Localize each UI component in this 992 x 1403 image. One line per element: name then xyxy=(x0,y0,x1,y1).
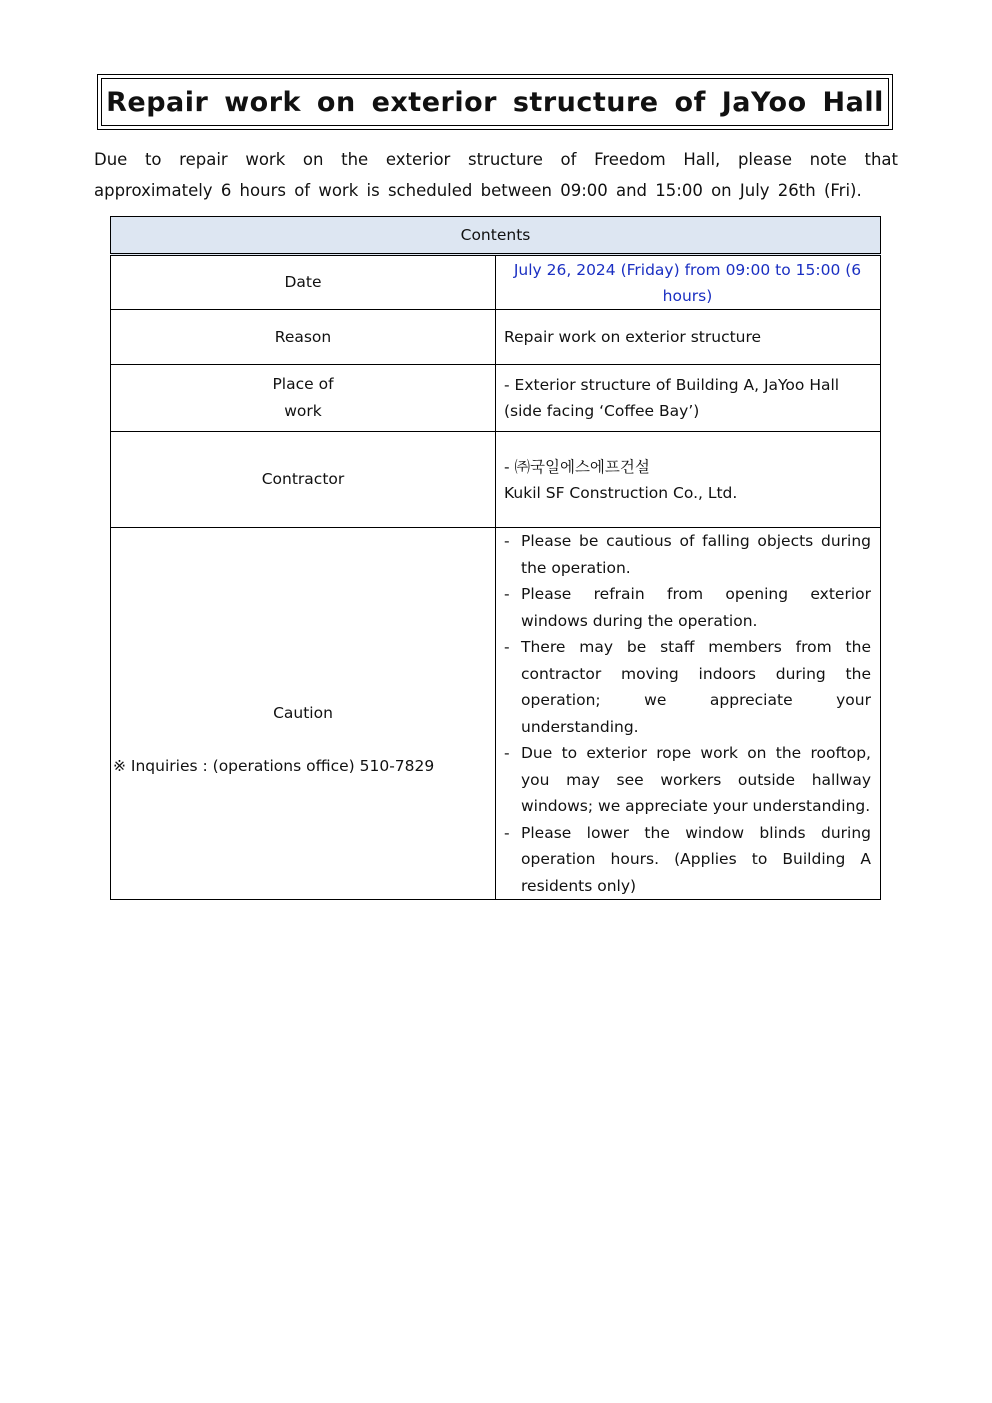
caution-list xyxy=(504,528,871,899)
caution-item xyxy=(504,820,871,900)
contractor-label: Contractor xyxy=(111,432,496,528)
caution-item xyxy=(504,634,871,740)
intro-paragraph: Due to repair work on the exterior structure of Freedom Hall, please note that approximately 6 hours of work is scheduled between 09:00 and 15:00 on July 26th (Fri). xyxy=(94,150,898,200)
table-header-row xyxy=(111,217,881,255)
table-header: Contents xyxy=(111,217,881,255)
place-label xyxy=(111,365,496,432)
caution-item xyxy=(504,740,871,820)
inquiries-note: ※ Inquiries : (operations office) 510-7829 xyxy=(113,757,435,775)
caution-item xyxy=(504,581,871,634)
bullet-dash: - xyxy=(504,638,510,656)
caution-item xyxy=(504,528,871,581)
place-label-line1: Place of xyxy=(272,375,334,393)
table-row-place xyxy=(111,365,881,432)
table-row-date xyxy=(111,255,881,310)
date-value: July 26, 2024 (Friday) from 09:00 to 15:00 (6 hours) xyxy=(496,255,881,310)
caution-item-text: Due to exterior rope work on the rooftop, you may see workers outside hallway windows; we appreciate your understanding. xyxy=(521,744,871,815)
caution-value xyxy=(496,528,881,900)
contractor-value xyxy=(496,432,881,528)
table-row-contractor xyxy=(111,432,881,528)
bullet-dash: - xyxy=(504,532,510,550)
caution-item-text: There may be staff members from the contractor moving indoors during the operation; we appreciate your understanding. xyxy=(521,638,871,736)
contractor-korean-name: - ㈜국일에스에프건설 xyxy=(504,457,650,476)
place-value: - Exterior structure of Building A, JaYoo Hall (side facing ‘Coffee Bay’) xyxy=(496,365,881,432)
table-row-reason xyxy=(111,310,881,365)
page-title: Repair work on exterior structure of JaYoo Hall xyxy=(101,78,889,126)
bullet-dash: - xyxy=(504,823,510,842)
caution-item-text: Please be cautious of falling objects during the operation. xyxy=(521,532,871,577)
caution-item-text: Please refrain from opening exterior windows during the operation. xyxy=(521,585,871,630)
contents-table xyxy=(110,216,881,900)
reason-value: Repair work on exterior structure xyxy=(496,310,881,365)
reason-label: Reason xyxy=(111,310,496,365)
caution-label: Caution xyxy=(111,528,496,900)
title-box xyxy=(97,74,893,130)
contractor-english-name: Kukil SF Construction Co., Ltd. xyxy=(504,483,738,502)
date-label: Date xyxy=(111,255,496,310)
bullet-dash: - xyxy=(504,585,510,603)
caution-item-text: Please lower the window blinds during operation hours. (Applies to Building A residents only) xyxy=(521,823,871,895)
table-row-caution xyxy=(111,528,881,900)
place-label-line2: work xyxy=(284,402,322,420)
bullet-dash: - xyxy=(504,744,510,762)
